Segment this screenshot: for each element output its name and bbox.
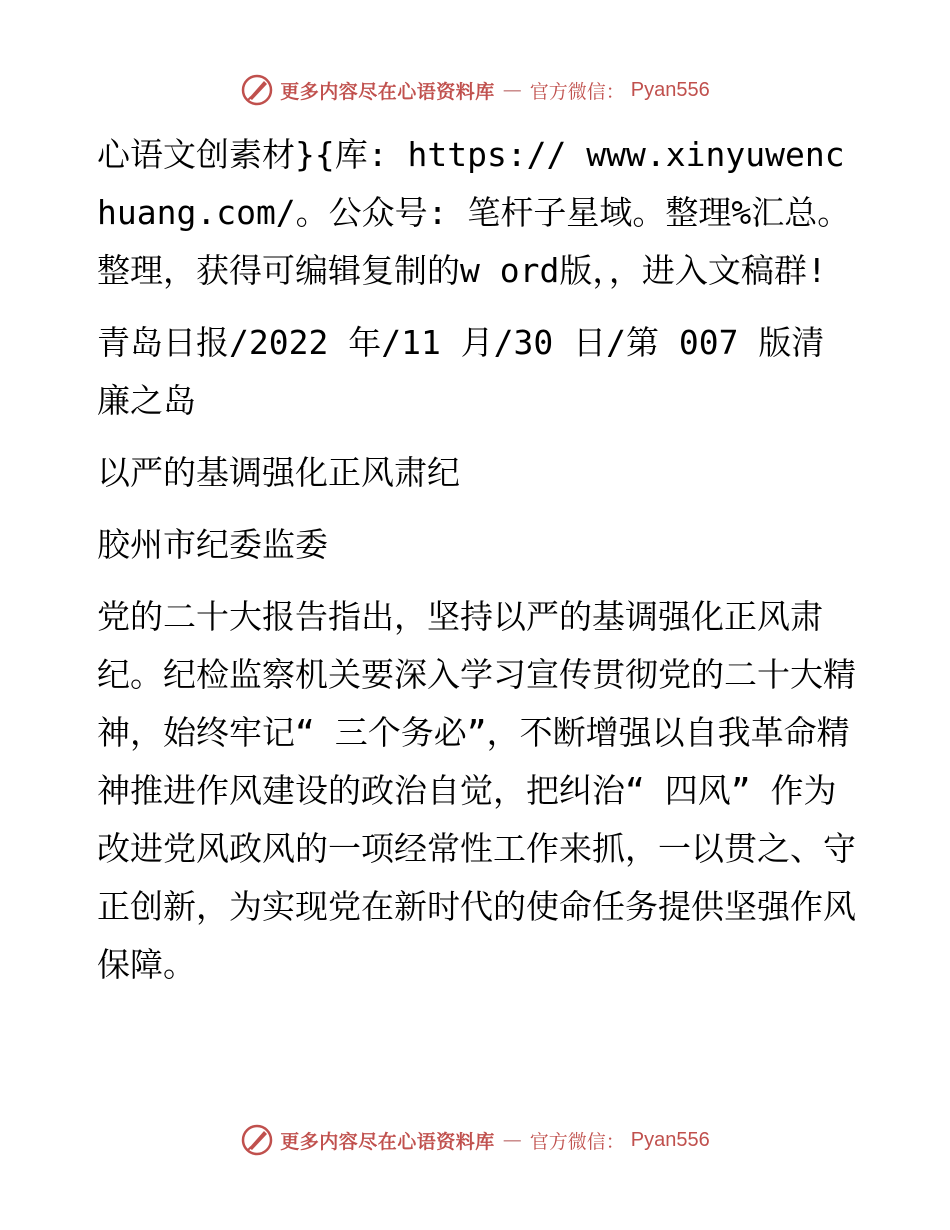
article-author: 胶州市纪委监委 bbox=[97, 525, 328, 564]
watermark-wechat-id: Pyan556 bbox=[630, 1128, 710, 1151]
quill-pen-logo-icon bbox=[240, 73, 274, 107]
watermark-main-text: 更多内容尽在心语资料库 bbox=[280, 80, 495, 103]
document-body bbox=[97, 126, 857, 994]
article-paragraph: 党的二十大报告指出，坚持以严的基调强化正风肃纪。纪检监察机关要深入学习宣传贯彻党的二十大精神，始终牢记“ 三个务必”，不断增强以自我革命精神推进作风建设的政治自觉，把纠治“ 四风” 作为改进党风政风的一项经常性工作来抓，一以贯之、守正创新，为实现党在新时代的使命任务提供坚强作风保障。 bbox=[97, 597, 856, 984]
article-title: 以严的基调强化正风肃纪 bbox=[97, 453, 460, 492]
watermark-banner-bottom bbox=[0, 1120, 950, 1160]
watermark-main-text: 更多内容尽在心语资料库 bbox=[280, 1130, 495, 1153]
watermark-dash: — bbox=[502, 79, 522, 101]
watermark-dash: — bbox=[502, 1129, 522, 1151]
watermark-content bbox=[240, 1123, 710, 1157]
watermark-wechat-label: 官方微信： bbox=[529, 1130, 625, 1153]
watermark-wechat-id: Pyan556 bbox=[630, 78, 710, 101]
watermark-banner-top bbox=[0, 70, 950, 110]
watermark-wechat-label: 官方微信： bbox=[529, 80, 625, 103]
quill-pen-logo-icon bbox=[240, 1123, 274, 1157]
source-line: 青岛日报/2022 年/11 月/30 日/第 007 版清廉之岛 bbox=[97, 323, 825, 420]
intro-paragraph: 心语文创素材}{库: https:// www.xinyuwenchuang.com/。公众号: 笔杆子星域。整理%汇总。整理，获得可编辑复制的w ord版，，进入文稿群! bbox=[97, 135, 851, 290]
watermark-content bbox=[240, 73, 710, 107]
